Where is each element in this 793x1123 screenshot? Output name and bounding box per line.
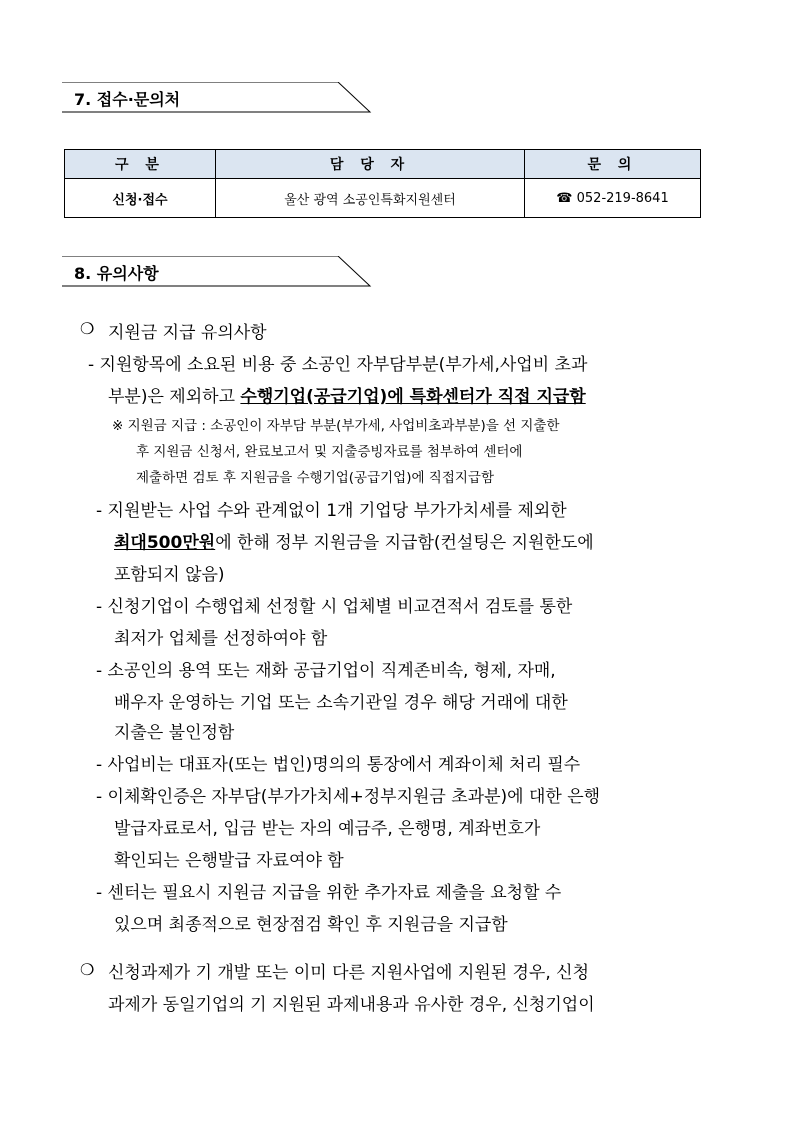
table-header-row (65, 150, 701, 179)
phone-number: 052-219-8641 (576, 190, 669, 206)
note-line: - 지원항목에 소요된 비용 중 소공인 자부담부분(부가세,사업비 초과 (88, 355, 588, 375)
note-line: 지출은 불인정함 (114, 723, 235, 743)
note-line (114, 528, 594, 553)
note-line: - 사업비는 대표자(또는 법인)명의의 통장에서 계좌이체 처리 필수 (96, 755, 581, 775)
note-line: - 이체확인증은 자부담(부가가치세+정부지원금 초과분)에 대한 은행 (96, 787, 601, 807)
contact-table (64, 149, 701, 218)
circle-bullet-icon: ❍ (80, 960, 95, 979)
section-7-title: 7. 접수·문의처 (74, 90, 181, 109)
sub-note-line: 후 지원금 신청서, 완료보고서 및 지출증빙자료를 첨부하여 센터에 (136, 444, 523, 460)
note-line: 신청과제가 기 개발 또는 이미 다른 지원사업에 지원된 경우, 신청 (108, 963, 590, 983)
sub-note-line: ※ 지원금 지급 : 소공인이 자부담 부분(부가세, 사업비초과부분)을 선 지출한 (112, 418, 560, 434)
note-line: - 센터는 필요시 지원금 지급을 위한 추가자료 제출을 요청할 수 (96, 883, 562, 903)
note-line: 포함되지 않음) (114, 565, 225, 585)
section-8-title: 8. 유의사항 (74, 264, 159, 283)
note-line: - 지원받는 사업 수와 관계없이 1개 기업당 부가가치세를 제외한 (96, 501, 567, 521)
note-line: 과제가 동일기업의 기 지원된 과제내용과 유사한 경우, 신청기업이 (108, 995, 595, 1015)
note-line: - 신청기업이 수행업체 선정할 시 업체별 비교견적서 검토를 통한 (96, 597, 573, 617)
cell-category: 신청·접수 (65, 179, 216, 218)
table-row (65, 179, 701, 218)
note-line: 최저가 업체를 선정하여야 함 (114, 629, 328, 649)
note-line: 발급자료로서, 입금 받는 자의 예금주, 은행명, 계좌번호가 (114, 819, 541, 839)
header-category: 구 분 (65, 150, 216, 179)
phone-icon: ☎ (556, 190, 573, 206)
note-emphasis: 수행기업(공급기업)에 특화센터가 직접 지급함 (240, 387, 586, 407)
note-line: 있으며 최종적으로 현장점검 확인 후 지원금을 지급함 (114, 915, 508, 935)
cell-manager: 울산 광역 소공인특화지원센터 (216, 179, 525, 218)
note-text: 부분)은 제외하고 (108, 387, 241, 407)
note-line: 배우자 운영하는 기업 또는 소속기관일 경우 해당 거래에 대한 (114, 693, 568, 713)
header-manager: 담 당 자 (216, 150, 525, 179)
note-line: - 소공인의 용역 또는 재화 공급기업이 직계존비속, 형제, 자매, (96, 661, 556, 681)
section-8-header (62, 256, 372, 286)
circle-bullet-icon: ❍ (80, 319, 95, 338)
note-line: 확인되는 은행발급 자료여야 함 (114, 851, 344, 871)
note-text: 에 한해 정부 지원금을 지급함(컨설팅은 지원한도에 (215, 533, 594, 553)
cell-phone (525, 179, 701, 218)
notes-heading: 지원금 지급 유의사항 (108, 323, 267, 343)
section-7-header (62, 82, 372, 112)
header-inquiry: 문 의 (525, 150, 701, 179)
note-line (108, 382, 586, 407)
note-emphasis: 최대500만원 (114, 533, 216, 553)
sub-note-line: 제출하면 검토 후 지원금을 수행기업(공급기업)에 직접지급함 (136, 470, 495, 486)
